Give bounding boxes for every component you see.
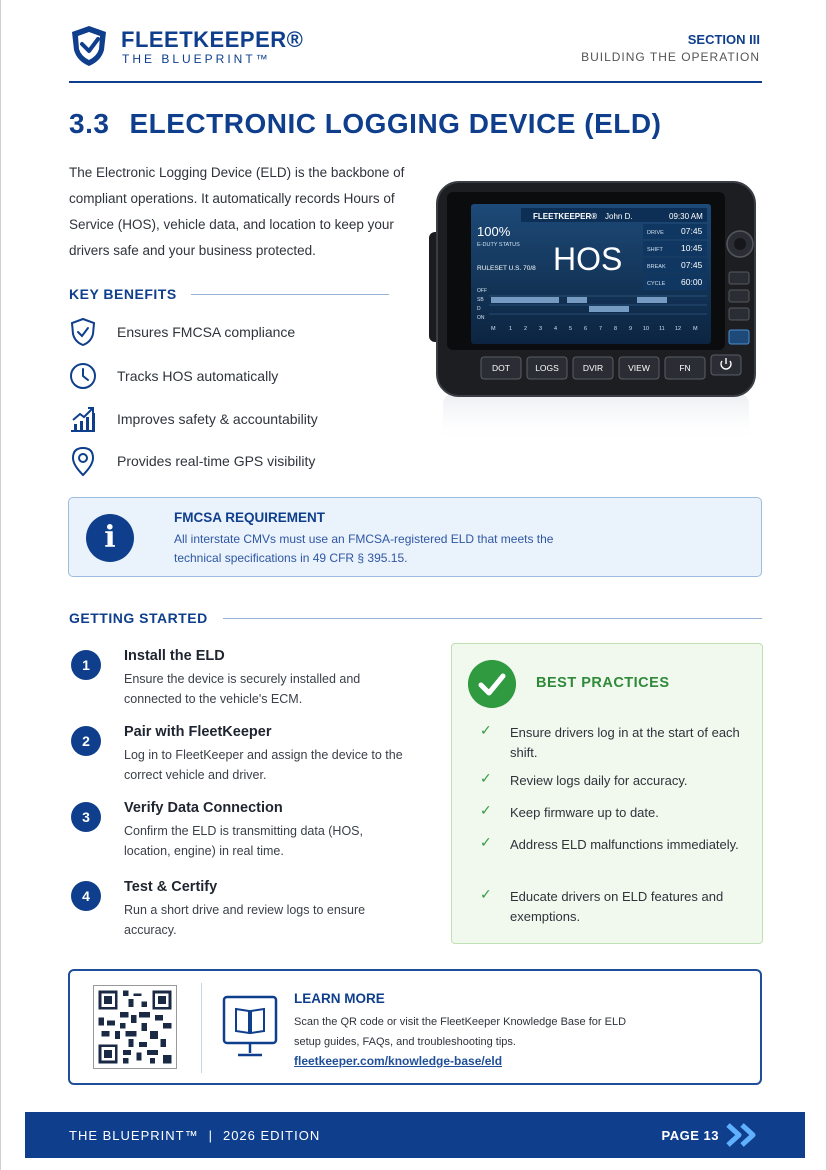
svg-text:10: 10 — [643, 326, 650, 332]
device-button-view: VIEW — [628, 363, 650, 373]
device-button-dot: DOT — [492, 363, 510, 373]
learn-more-panel — [68, 969, 762, 1085]
device-buttons — [481, 355, 741, 379]
check-icon: ✓ — [480, 835, 492, 851]
section-number: SECTION III — [687, 32, 760, 47]
benefit-text: Ensures FMCSA compliance — [117, 324, 296, 340]
book-monitor-icon — [222, 995, 278, 1061]
knowledge-base-link[interactable]: fleetkeeper.com/knowledge-base/eld — [294, 1054, 503, 1068]
step-description: Log in to FleetKeeper and assign the device to the correct vehicle and driver. — [124, 748, 403, 782]
best-practice-text: Ensure drivers log in at the start of each shift. — [510, 725, 740, 760]
svg-text:5: 5 — [569, 326, 573, 332]
device-row-value: 07:45 — [681, 260, 703, 270]
check-icon: ✓ — [480, 887, 492, 903]
location-pin-icon — [69, 445, 97, 477]
step-number: 2 — [71, 726, 101, 756]
graph-label: ON — [477, 315, 485, 321]
step-number: 4 — [71, 881, 101, 911]
device-row-label: SHIFT — [647, 247, 663, 253]
svg-text:6: 6 — [584, 326, 588, 332]
check-icon: ✓ — [480, 803, 492, 819]
double-chevron-right-icon[interactable] — [725, 1122, 761, 1148]
step-title: Test & Certify — [124, 879, 218, 895]
svg-text:4: 4 — [554, 326, 558, 332]
step-title: Install the ELD — [124, 648, 225, 664]
brand-name: FLEETKEEPER® — [121, 27, 304, 52]
best-practices-title: BEST PRACTICES — [536, 675, 670, 691]
benefit-item — [69, 316, 295, 348]
device-percent: 100% — [477, 224, 511, 239]
svg-text:11: 11 — [659, 326, 665, 332]
graph-label: OFF — [477, 288, 487, 294]
device-hos: HOS — [553, 241, 623, 277]
device-row-label: DRIVE — [647, 230, 664, 236]
device-row-value: 10:45 — [681, 243, 703, 253]
learn-more-text: Scan the QR code or visit the FleetKeeper Knowledge Base for ELD setup guides, FAQs, and troubleshooting tips. — [294, 1016, 627, 1048]
svg-text:M: M — [491, 326, 496, 332]
device-driver: John D. — [605, 212, 633, 221]
best-practice-text: Keep firmware up to date. — [510, 805, 659, 820]
benefit-item — [69, 445, 315, 477]
requirement-title: FMCSA REQUIREMENT — [174, 510, 325, 525]
shield-check-icon — [69, 316, 97, 348]
clock-icon — [69, 360, 97, 392]
getting-started-divider — [223, 618, 762, 619]
footer-title — [69, 1128, 320, 1143]
svg-text:7: 7 — [599, 326, 603, 332]
page-title — [69, 108, 661, 140]
check-icon: ✓ — [480, 723, 492, 739]
step-title: Verify Data Connection — [124, 800, 283, 816]
learn-more-title: LEARN MORE — [294, 991, 385, 1006]
device-button-dvir: DVIR — [582, 363, 604, 373]
step-title: Pair with FleetKeeper — [124, 724, 272, 740]
svg-text:M: M — [693, 326, 698, 332]
footer-publication: THE BLUEPRINT™ — [69, 1128, 199, 1143]
step-description: Confirm the ELD is transmitting data (HOS, location, engine) in real time. — [124, 824, 363, 858]
device-button-logs: LOGS — [535, 363, 559, 373]
graph-label: D — [477, 306, 481, 312]
best-practice-text: Educate drivers on ELD features and exemptions. — [510, 889, 724, 924]
key-benefits-heading: KEY BENEFITS — [69, 286, 177, 302]
device-button-fn: FN — [679, 363, 691, 373]
requirement-text: All interstate CMVs must use an FMCSA-registered ELD that meets the technical specifications in 49 CFR § 395.15. — [174, 532, 554, 565]
device-duty-status: E-DUTY STATUS — [477, 242, 520, 248]
svg-text:1: 1 — [509, 326, 513, 332]
step-number: 3 — [71, 802, 101, 832]
svg-text:3: 3 — [539, 326, 543, 332]
info-icon: i — [86, 514, 134, 562]
learn-more-divider — [201, 983, 202, 1073]
eld-device-image — [429, 172, 763, 448]
step-description: Ensure the device is securely installed and connected to the vehicle's ECM. — [124, 672, 361, 706]
title-number: 3.3 — [69, 108, 110, 139]
check-circle-icon — [468, 660, 516, 708]
step-number: 1 — [71, 650, 101, 680]
step-description: Run a short drive and review logs to ensure accuracy. — [124, 903, 366, 937]
qr-code-icon[interactable] — [93, 985, 177, 1069]
device-row-label: BREAK — [647, 264, 666, 270]
graph-label: SB — [477, 297, 484, 303]
svg-text:2: 2 — [524, 326, 528, 332]
svg-text:8: 8 — [614, 326, 618, 332]
chart-up-icon — [69, 403, 97, 435]
best-practice-text: Review logs daily for accuracy. — [510, 773, 688, 788]
intro-paragraph: The Electronic Logging Device (ELD) is the backbone of compliant operations. It automatically records Hours of Service (HOS), vehicle data, and location to keep your drivers safe and your business protected. — [69, 165, 405, 258]
svg-text:9: 9 — [629, 326, 633, 332]
device-ruleset: RULESET U.S. 70/8 — [477, 265, 536, 272]
device-time: 09:30 AM — [669, 212, 703, 221]
device-brand: FLEETKEEPER® — [533, 212, 598, 221]
section-name: BUILDING THE OPERATION — [581, 50, 760, 64]
benefit-item — [69, 403, 318, 435]
footer-edition: 2026 EDITION — [222, 1128, 321, 1143]
title-text: ELECTRONIC LOGGING DEVICE (ELD) — [129, 108, 662, 139]
brand-subtitle: THE BLUEPRINT™ — [122, 52, 271, 66]
benefit-text: Tracks HOS automatically — [117, 368, 279, 384]
benefit-item — [69, 360, 278, 392]
getting-started-heading: GETTING STARTED — [69, 610, 208, 626]
benefit-text: Improves safety & accountability — [117, 411, 318, 427]
fmcsa-requirement-callout — [68, 497, 762, 577]
shield-logo-icon — [69, 24, 109, 68]
device-row-value: 07:45 — [681, 226, 703, 236]
header-divider — [69, 81, 762, 83]
footer-bar — [25, 1112, 805, 1158]
device-row-label: CYCLE — [647, 281, 666, 287]
key-benefits-divider — [191, 294, 389, 295]
benefit-text: Provides real-time GPS visibility — [117, 453, 316, 469]
best-practices-panel — [451, 643, 763, 944]
check-icon: ✓ — [480, 771, 492, 787]
svg-text:12: 12 — [675, 326, 682, 332]
device-row-value: 60:00 — [681, 277, 703, 287]
page-number: PAGE 13 — [661, 1128, 719, 1143]
best-practice-text: Address ELD malfunctions immediately. — [510, 837, 739, 852]
footer-separator: | — [208, 1128, 213, 1143]
